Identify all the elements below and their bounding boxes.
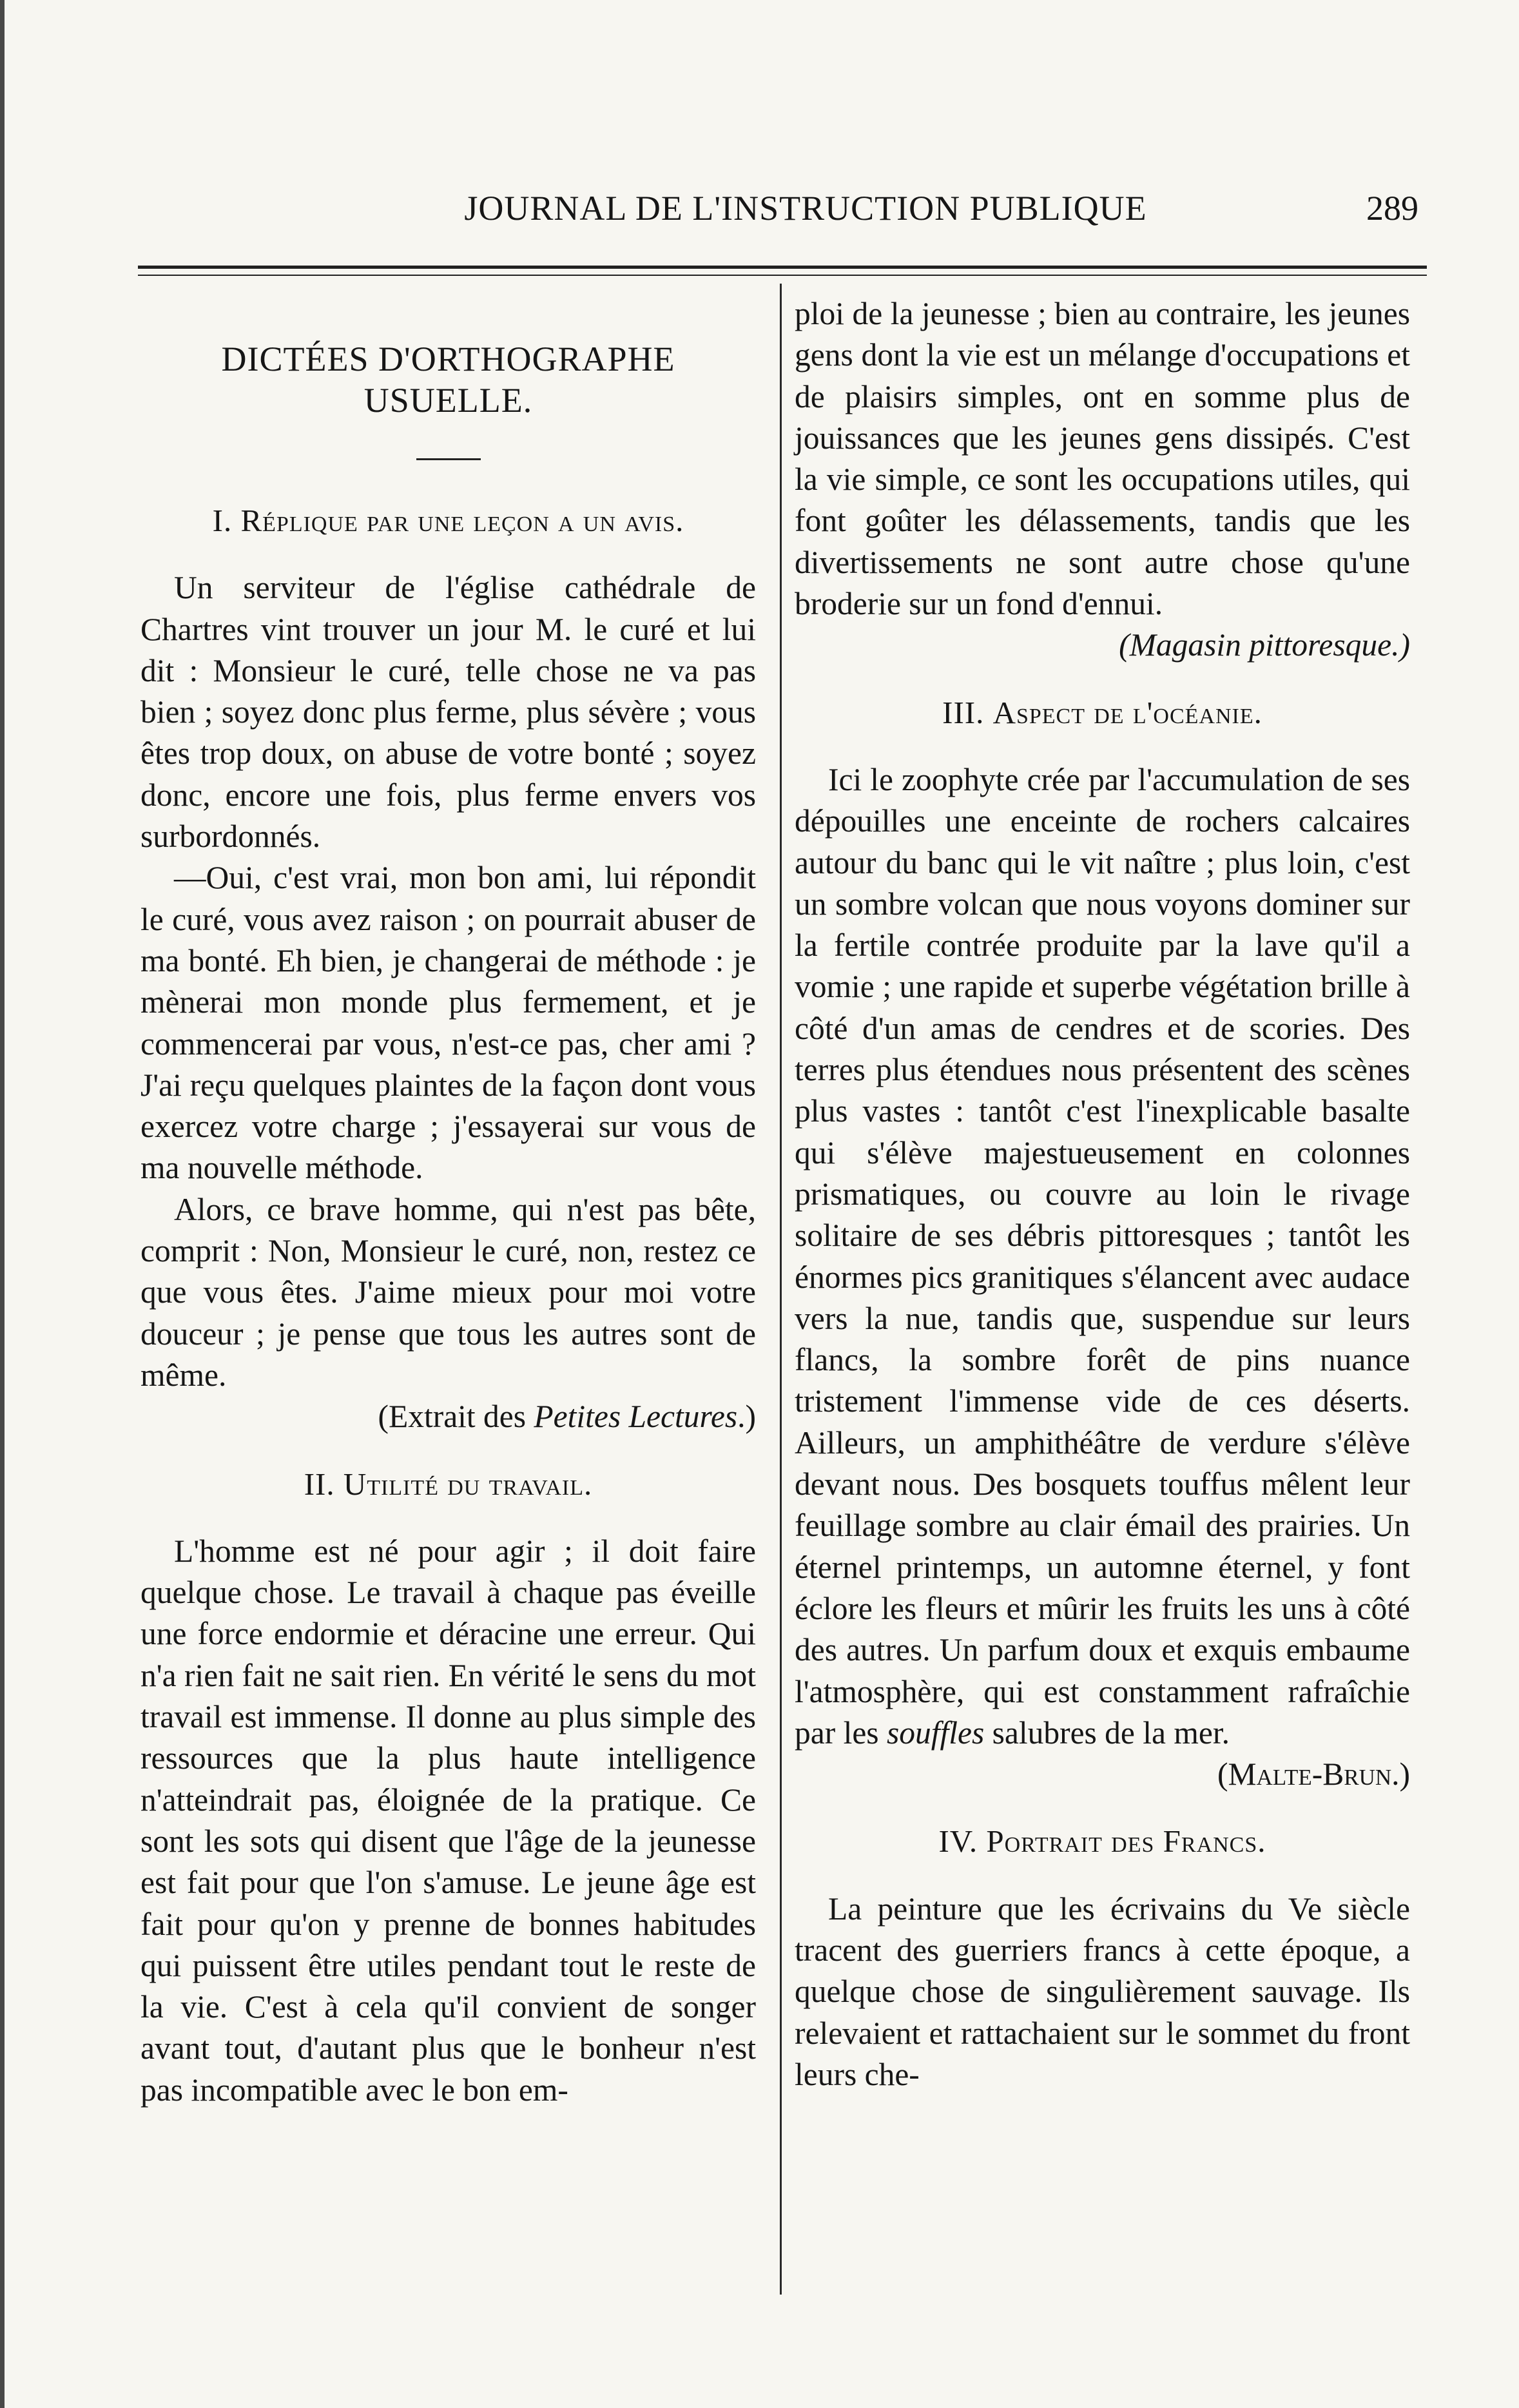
section-heading-4: [795, 1821, 1410, 1862]
right-column: [795, 293, 1410, 2095]
section-number: I.: [212, 503, 233, 538]
section-number: III.: [942, 694, 985, 730]
page-edge-shadow: [0, 0, 5, 2408]
paragraph-continued: ploi de la jeunesse ; bien au contraire, les jeunes gens dont la vie est un mélange d'occupations et de plaisirs simples, ont en somme plus de jouissances que les jeunes gens dissipés. C'est la vie simple, ce sont les occupations utiles, qui font goûter les délassements, tandis que les divertissements ne sont autre chose qu'une broderie sur un fond d'ennui.: [795, 296, 1410, 622]
section-heading-1: [140, 500, 756, 541]
paragraph: La peinture que les écrivains du Ve siècle tracent des guerriers francs à cette époque, a quelque chose de singulièrement sauvage. Ils relevaient et rattachaient sur le sommet du front leurs che-: [795, 1890, 1410, 2092]
column-divider: [780, 284, 782, 2295]
article-title-line2: USUELLE.: [363, 381, 533, 420]
section-heading-3: [795, 692, 1410, 733]
section-number: II.: [304, 1466, 335, 1502]
italic-word: souffles: [886, 1714, 985, 1751]
source-title: Petites Lectures: [534, 1399, 738, 1435]
page-number: 289: [1366, 189, 1418, 228]
section-title: Utilité du travail.: [343, 1466, 593, 1502]
section-title: Réplique par une leçon a un avis.: [240, 503, 684, 538]
section-title: Portrait des Francs.: [986, 1823, 1266, 1859]
source-citation: (Malte-Brun.): [1217, 1756, 1410, 1792]
source-citation: (Extrait des Petites Lectures.): [378, 1399, 756, 1435]
paragraph: Ici le zoophyte crée par l'accumulation de ses dépouilles une enceinte de rochers calcaires autour du banc qui le vit naître ; plus loin, c'est un sombre volcan que nous voyons dominer sur la fertile contrée produite par la lave qu'il a vomie ; une rapide et superbe végétation brille à côté d'un amas de cendres et de scories. Des terres plus étendues nous présentent des scènes plus vastes : tantôt c'est l'inexplicable basalte qui s'élève majestueusement en colonnes prismatiques, ou couvre au loin le rivage solitaire de ses débris pittoresques ; tantôt les énormes pics granitiques s'élancent avec audace vers la nue, tandis que, suspendue sur leurs flancs, la sombre forêt de pins nuance tristement l'immense vide de ces déserts. Ailleurs, un amphithéâtre de verdure s'élève devant nous. Des bosquets touffus mêlent leur feuillage sombre au clair émail des prairies. Un éternel printemps, un automne éternel, y font éclore les fleurs et mûrir les fruits les uns à côté des autres. Un parfum doux et exquis embaume l'atmosphère, qui est constamment rafraîchie par les souffles salubres de la mer.: [795, 761, 1410, 1751]
paragraph: Un serviteur de l'église cathédrale de Chartres vint trouver un jour M. le curé et lui dit : Monsieur le curé, telle chose ne va pas bien ; soyez donc plus ferme, plus sévère ; vous êtes trop doux, on abuse de votre bonté ; soyez donc, encore une fois, plus ferme envers vos surbordonnés.: [140, 570, 756, 855]
paragraph: Alors, ce brave homme, qui n'est pas bête, comprit : Non, Monsieur le curé, non, restez ce que vous êtes. J'aime mieux pour moi votre douceur ; je pense que tous les autres sont de même.: [140, 1191, 756, 1393]
source-citation: (Magasin pittoresque.): [1119, 627, 1410, 663]
article-title: [140, 338, 756, 421]
section-heading-2: [140, 1464, 756, 1505]
header-rule-thick: [138, 266, 1427, 269]
section-number: IV.: [938, 1823, 978, 1859]
article-title-line1: DICTÉES D'ORTHOGRAPHE: [221, 340, 675, 378]
left-column: [140, 293, 756, 2111]
running-header: JOURNAL DE L'INSTRUCTION PUBLIQUE: [464, 189, 1147, 228]
paragraph: —Oui, c'est vrai, mon bon ami, lui répondit le curé, vous avez raison ; on pourrait abuser de ma bonté. Eh bien, je changerai de méthode : je mènerai mon monde plus fermement, et je commencerai par vous, n'est-ce pas, cher ami ? J'ai reçu quelques plaintes de la façon dont vous exercez votre charge ; j'essayerai sur vous de ma nouvelle méthode.: [140, 860, 756, 1186]
title-separator: [416, 458, 481, 460]
section-title: Aspect de l'océanie.: [992, 694, 1263, 730]
paragraph: L'homme est né pour agir ; il doit faire quelque chose. Le travail à chaque pas éveille une force endormie et déracine une erreur. Qui n'a rien fait ne sait rien. En vérité le sens du mot travail est immense. Il donne au plus simple des ressources que la plus haute intelligence n'atteindrait pas, éloignée de la pratique. Ce sont les sots qui disent que l'âge de la jeunesse est fait pour que l'on s'amuse. Le jeune âge est fait pour qu'on y prenne de bonnes habitudes qui puissent être utiles pendant tout le reste de la vie. C'est à cela qu'il convient de songer avant tout, d'autant plus que le bonheur n'est pas incompatible avec le bon em-: [140, 1533, 756, 2108]
header-rule-thin: [138, 275, 1427, 276]
